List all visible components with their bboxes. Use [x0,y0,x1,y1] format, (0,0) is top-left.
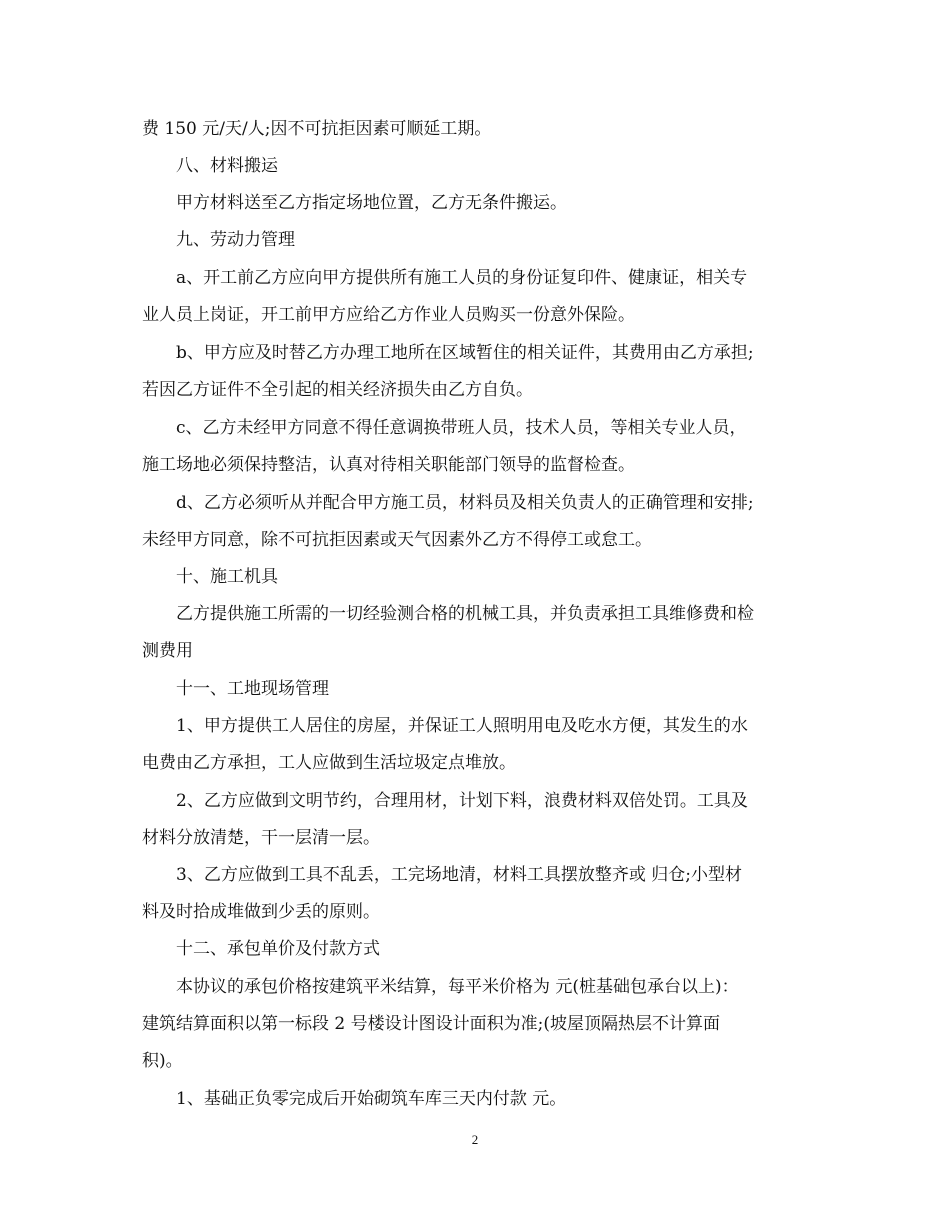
text-line: 十二、承包单价及付款方式 [176,939,380,959]
text-line: 2、乙方应做到文明节约，合理用材，计划下料，浪费材料双倍处罚。工具及 [176,791,748,811]
text-line: 甲方材料送至乙方指定场地位置，乙方无条件搬运。 [176,193,567,213]
text-line: 建筑结算面积以第一标段 2 号楼设计图设计面积为准;(坡屋顶隔热层不计算面 [142,1014,720,1034]
text-line: 十一、工地现场管理 [176,679,329,699]
text-line: 未经甲方同意，除不可抗拒因素或天气因素外乙方不得停工或怠工。 [142,530,652,550]
text-line: 九、劳动力管理 [176,230,295,250]
text-line: a、开工前乙方应向甲方提供所有施工人员的身份证复印件、健康证，相关专 [176,268,748,288]
text-line: 1、基础正负零完成后开始砌筑车库三天内付款 元。 [176,1089,567,1109]
page-number: 2 [471,1132,479,1147]
text-line: c、乙方未经甲方同意不得任意调换带班人员，技术人员，等相关专业人员， [176,418,747,438]
text-line: d、乙方必须听从并配合甲方施工员，材料员及相关负责人的正确管理和安排; [176,493,754,513]
text-line: 材料分放清楚，干一层清一层。 [142,828,380,848]
text-line: 十、施工机具 [176,567,278,587]
text-line: 1、甲方提供工人居住的房屋，并保证工人照明用电及吃水方便，其发生的水 [176,716,748,736]
text-line: 施工场地必须保持整洁，认真对待相关职能部门领导的监督检查。 [142,455,635,475]
text-line: 测费用 [142,641,193,661]
text-line: 3、乙方应做到工具不乱丢，工完场地清，材料工具摆放整齐或 归仓;小型材 [176,865,742,885]
text-line: 乙方提供施工所需的一切经验测合格的机械工具，并负责承担工具维修费和检 [176,604,754,624]
text-line: 八、材料搬运 [176,156,278,176]
text-line: b、甲方应及时替乙方办理工地所在区域暂住的相关证件，其费用由乙方承担; [176,343,754,363]
text-line: 积)。 [142,1051,183,1071]
text-line: 费 150 元/天/人;因不可抗拒因素可顺延工期。 [142,119,492,139]
text-line: 业人员上岗证，开工前甲方应给乙方作业人员购买一份意外保险。 [142,305,635,325]
text-line: 若因乙方证件不全引起的相关经济损失由乙方自负。 [142,380,533,400]
text-line: 电费由乙方承担，工人应做到生活垃圾定点堆放。 [142,753,516,773]
text-line: 本协议的承包价格按建筑平米结算，每平米价格为 元(桩基础包承台以上)： [176,977,739,997]
text-line: 料及时拾成堆做到少丢的原则。 [142,902,380,922]
